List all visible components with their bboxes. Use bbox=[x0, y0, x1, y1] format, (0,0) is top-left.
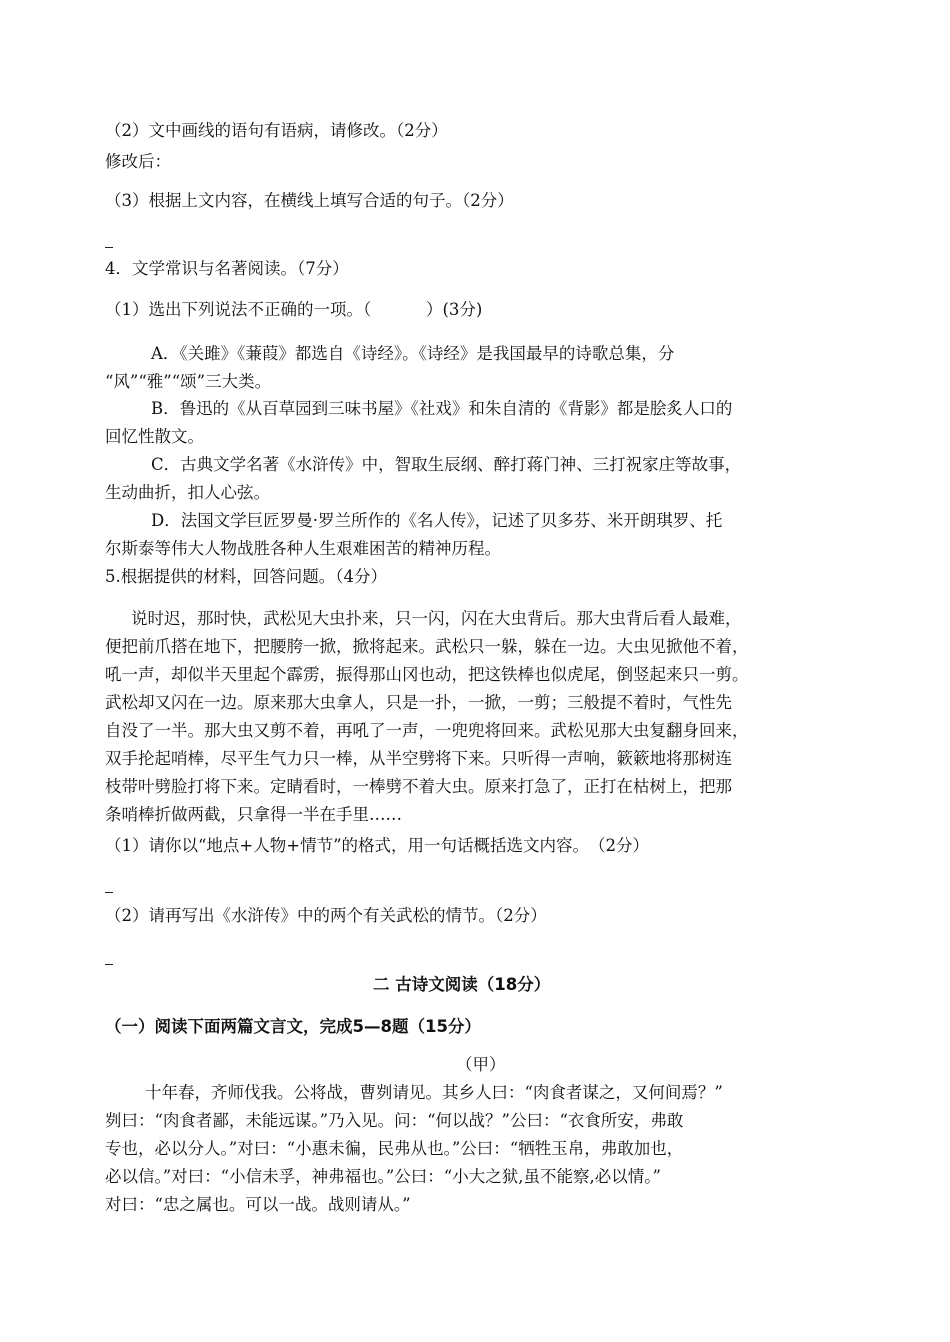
q4-heading: 4．文学常识与名著阅读。（7分） bbox=[105, 259, 349, 278]
passage-line: 吼一声，却似半天里起个霹雳，振得那山冈也动，把这铁棒也似虎尾，倒竖起来只一剪。 bbox=[105, 665, 749, 684]
option-a-line1: A．《关雎》《蒹葭》都选自《诗经》。《诗经》是我国最早的诗歌总集，分 bbox=[151, 344, 675, 363]
answer-line bbox=[105, 247, 113, 248]
section-1-heading: （一）阅读下面两篇文言文，完成5—8题（15分） bbox=[105, 1017, 481, 1036]
classical-text-line: 对曰：“忠之属也。可以一战。战则请从。” bbox=[105, 1195, 411, 1214]
jia-label: （甲） bbox=[456, 1055, 506, 1074]
q3-revise-label: 修改后： bbox=[105, 152, 171, 171]
classical-text-line: 专也，必以分人。”对曰：“小惠未徧，民弗从也。”公曰：“牺牲玉帛，弗敢加也， bbox=[105, 1139, 684, 1158]
q3-sub2: （2）文中画线的语句有语病，请修改。（2分） bbox=[105, 121, 448, 140]
q5-heading: 5.根据提供的材料，回答问题。（4分） bbox=[105, 567, 387, 586]
passage-line: 枝带叶劈脸打将下来。定睛看时，一棒劈不着大虫。原来打急了，正打在枯树上，把那 bbox=[105, 777, 732, 796]
classical-text-line: 刿曰：“肉食者鄙，未能远谋。”乃入见。问：“何以战？”公曰：“衣食所安，弗敢 bbox=[105, 1111, 684, 1130]
part-2-title: 二 古诗文阅读（18分） bbox=[373, 975, 551, 994]
option-a-line2: “风”“雅”“颂”三大类。 bbox=[105, 372, 272, 391]
passage-line: 条哨棒折做两截，只拿得一半在手里…… bbox=[105, 805, 402, 824]
answer-line bbox=[105, 892, 113, 893]
passage-line: 自没了一半。那大虫又剪不着，再吼了一声，一兜兜将回来。武松见那大虫复翻身回来， bbox=[105, 721, 749, 740]
classical-text-line: 十年春，齐师伐我。公将战，曹刿请见。其乡人曰：“肉食者谋之，又何间焉？” bbox=[145, 1083, 723, 1102]
q5-sub2: （2）请再写出《水浒传》中的两个有关武松的情节。（2分） bbox=[105, 906, 547, 925]
option-b-line1: B．鲁迅的《从百草园到三味书屋》《社戏》和朱自清的《背影》都是脍炙人口的 bbox=[151, 399, 733, 418]
q4-sub1: （1）选出下列说法不正确的一项。（ ）(3分) bbox=[105, 300, 483, 319]
q5-sub1: （1）请你以“地点+人物+情节”的格式，用一句话概括选文内容。 （2分） bbox=[105, 836, 650, 855]
passage-line: 说时迟，那时快，武松见大虫扑来，只一闪，闪在大虫背后。那大虫背后看人最难， bbox=[131, 609, 742, 628]
answer-line bbox=[105, 964, 113, 965]
passage-line: 便把前爪搭在地下，把腰胯一掀，掀将起来。武松只一躲，躲在一边。大虫见掀他不着， bbox=[105, 637, 749, 656]
option-d-line1: D．法国文学巨匠罗曼·罗兰所作的《名人传》，记述了贝多芬、米开朗琪罗、托 bbox=[151, 511, 723, 530]
q3-sub3: （3）根据上文内容，在横线上填写合适的句子。（2分） bbox=[105, 191, 514, 210]
option-c-line1: C．古典文学名著《水浒传》中，智取生辰纲、醉打蒋门神、三打祝家庄等故事， bbox=[151, 455, 742, 474]
passage-line: 武松却又闪在一边。原来那大虫拿人，只是一扑，一掀，一剪；三般提不着时，气性先 bbox=[105, 693, 732, 712]
option-d-line2: 尔斯泰等伟大人物战胜各种人生艰难困苦的精神历程。 bbox=[105, 539, 501, 558]
option-c-line2: 生动曲折，扣人心弦。 bbox=[105, 483, 270, 502]
option-b-line2: 回忆性散文。 bbox=[105, 427, 204, 446]
passage-line: 双手抡起哨棒，尽平生气力只一棒，从半空劈将下来。只听得一声响，簌簌地将那树连 bbox=[105, 749, 732, 768]
classical-text-line: 必以信。”对曰：“小信未孚，神弗福也。”公曰：“小大之狱,虽不能察,必以情。” bbox=[105, 1167, 661, 1186]
